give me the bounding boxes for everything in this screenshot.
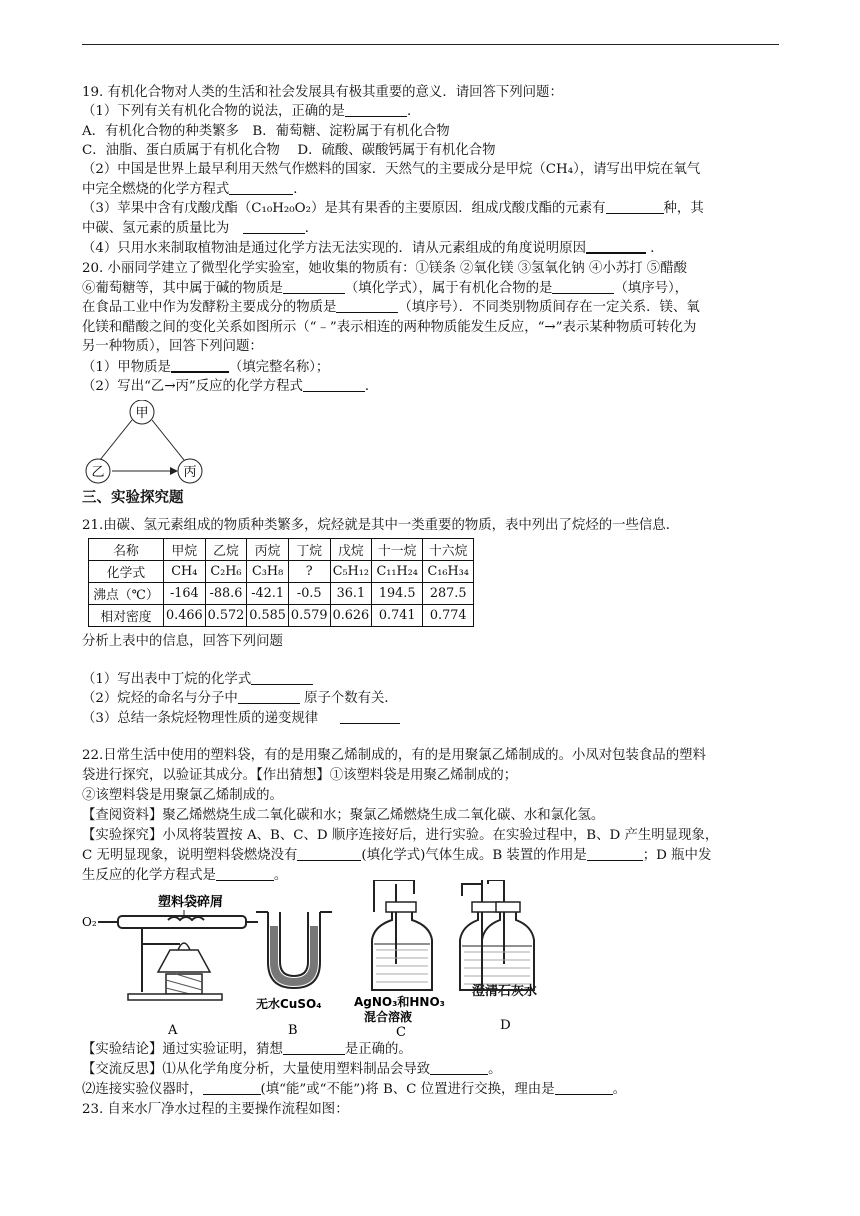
- answer-blank[interactable]: [586, 238, 646, 254]
- answer-blank[interactable]: [251, 670, 313, 685]
- q23-stem: 23. 自来水厂净水过程的主要操作流程如图：: [82, 1102, 349, 1117]
- q22-stem: 22.日常生活中使用的塑料袋，有的是用聚乙烯制成的，有的是用聚氯乙烯制成的。小凤对包装食品的塑料: [82, 748, 706, 763]
- answer-blank[interactable]: [229, 180, 293, 195]
- q20-stem: 20. 小丽同学建立了微型化学实验室，她收集的物质有：①镁条 ②氧化镁 ③氢氧化钠 ④小苏打 ⑤醋酸: [82, 261, 687, 276]
- node-bing-label: 丙: [183, 465, 197, 480]
- anhydrous-cuso4-label: 无水CuSO₄: [256, 997, 322, 1011]
- table-cell: 0.585: [247, 605, 289, 627]
- q20-line5: 另一种物质），回答下列问题：: [82, 339, 263, 354]
- table-cell: -88.6: [205, 583, 247, 605]
- limewater-label: 澄清石灰水: [472, 984, 538, 999]
- q19-sub4: （4）只用水来制取植物油是通过化学方法无法实现的．请从元素组成的角度说明原因 ．: [82, 238, 664, 258]
- mixed-solution-label: 混合溶液: [364, 1010, 413, 1024]
- table-cell: C₅H₁₂: [330, 561, 372, 583]
- q22-reflection2: ⑵连接实验仪器时， (填“能”或“不能”)将 B、C 位置进行交换，理由是 。: [82, 1082, 626, 1097]
- q19-sub3: （3）苹果中含有戊酸戊酯（C₁₀H₂₀O₂）是其有果香的主要原因．组成戊酸戊酯的元素有 种，其: [82, 201, 704, 216]
- q21-sub2: （2）烷烃的命名与分子中 原子个数有关．: [82, 691, 398, 706]
- q21-stem: 21.由碳、氢元素组成的物质种类繁多，烷烃就是其中一类重要的物质，表中列出了烷烃的一些信息．: [82, 518, 680, 533]
- apparatus-a: [82, 894, 258, 1038]
- answer-blank[interactable]: [297, 846, 361, 861]
- answer-blank[interactable]: [430, 1060, 488, 1075]
- table-cell: 36.1: [330, 583, 372, 605]
- table-cell: C₁₆H₃₄: [423, 561, 474, 583]
- q22-line4: 【查阅资料】聚乙烯燃烧生成二氧化碳和水；聚氯乙烯燃烧生成二氧化碳、水和氯化氢。: [82, 808, 605, 823]
- table-cell: C₃H₈: [247, 561, 289, 583]
- table-cell: -164: [164, 583, 206, 605]
- answer-blank[interactable]: [238, 689, 300, 704]
- header-rule: [82, 44, 779, 45]
- table-cell: 0.572: [205, 605, 247, 627]
- answer-blank[interactable]: [336, 298, 398, 313]
- q20-sub2: （2）写出“乙→丙”反应的化学方程式 ．: [82, 379, 379, 394]
- answer-blank[interactable]: [552, 279, 614, 294]
- q19-option-ab: A．有机化合物的种类繁多 B．葡萄糖、淀粉属于有机化合物: [82, 124, 450, 139]
- alcohol-lamp: [166, 974, 202, 994]
- answer-blank[interactable]: [216, 866, 274, 881]
- oxygen-label: O₂: [82, 915, 97, 929]
- q22-line3: ②该塑料袋是用聚氯乙烯制成的。: [82, 788, 283, 803]
- q20-line3: 在食品工业中作为发酵粉主要成分的物质是 （填序号）．不同类别物质间存在一定关系．镁、氧: [82, 300, 700, 315]
- table-row: [89, 605, 474, 627]
- answer-blank[interactable]: [243, 219, 305, 234]
- q22-line6: C 无明显现象，说明塑料袋燃烧没有 (填化学式)气体生成。B 装置的作用是 ；D 瓶中发: [82, 848, 712, 863]
- table-cell: 194.5: [372, 583, 423, 605]
- answer-blank[interactable]: [587, 846, 643, 861]
- table-cell: 丁烷: [288, 539, 330, 561]
- stand-base: [128, 994, 222, 1000]
- apparatus-b: [256, 912, 332, 1038]
- q20-sub1: （1）甲物质是 （填完整名称）；: [82, 357, 329, 377]
- q22-line7: 生反应的化学方程式是 。: [82, 868, 288, 883]
- reaction-triangle-diagram: [84, 400, 214, 486]
- answer-blank[interactable]: [303, 377, 365, 392]
- q19-sub1: （1）下列有关有机化合物的说法，正确的是 ．: [82, 104, 421, 119]
- answer-blank[interactable]: [171, 357, 229, 373]
- table-cell: C₂H₆: [205, 561, 247, 583]
- answer-blank[interactable]: [340, 709, 400, 724]
- table-cell: 甲烷: [164, 539, 206, 561]
- table-cell: 287.5: [423, 583, 474, 605]
- label-d: D: [500, 1018, 511, 1033]
- q21-sub1: （1）写出表中丁烷的化学式: [82, 670, 313, 689]
- row-header-cell: 化学式: [89, 561, 164, 583]
- node-jia-label: 甲: [135, 406, 149, 421]
- q22-reflection1: 【交流反思】⑴从化学角度分析，大量使用塑料制品会导致 。: [82, 1062, 502, 1077]
- label-c: C: [396, 1025, 406, 1040]
- alkane-table: [88, 538, 474, 627]
- arrow-head: [170, 467, 178, 475]
- stopper: [386, 902, 416, 912]
- q21-sub3: （3）总结一条烷烃物理性质的递变规律: [82, 709, 400, 728]
- q19-sub3-cont: 中碳、氢元素的质量比为 ．: [82, 221, 319, 236]
- row-header-cell: 名称: [89, 539, 164, 561]
- table-cell: 十六烷: [423, 539, 474, 561]
- apparatus-c: [354, 880, 445, 1040]
- table-cell: 0.579: [288, 605, 330, 627]
- answer-blank[interactable]: [283, 1040, 345, 1055]
- table-cell: CH₄: [164, 561, 206, 583]
- table-row: [89, 583, 474, 605]
- table-cell: 0.626: [330, 605, 372, 627]
- table-cell: -42.1: [247, 583, 289, 605]
- answer-blank[interactable]: [606, 199, 664, 214]
- table-cell: 乙烷: [205, 539, 247, 561]
- table-cell: ?: [288, 561, 330, 583]
- q19-sub2-cont: 中完全燃烧的化学方程式 ．: [82, 182, 307, 197]
- q22-line2: 袋进行探究，以验证其成分。【作出猜想】①该塑料袋是用聚乙烯制成的；: [82, 768, 518, 783]
- answer-blank[interactable]: [203, 1080, 261, 1095]
- agno3-hno3-label: AgNO₃和HNO₃: [354, 995, 445, 1009]
- table-row: [89, 561, 474, 583]
- label-a: A: [168, 1023, 178, 1038]
- q21-instruction: 分析上表中的信息，回答下列问题: [82, 634, 283, 649]
- label-b: B: [288, 1023, 298, 1038]
- q19-sub2: （2）中国是世界上最早利用天然气作燃料的国家．天然气的主要成分是甲烷（CH₄），请写出甲烷在氧气: [82, 162, 701, 177]
- q19-stem: 19. 有机化合物对人类的生活和社会发展具有极其重要的意义．请回答下列问题：: [82, 85, 563, 100]
- table-cell: C₁₁H₂₄: [372, 561, 423, 583]
- q20-line4: 化镁和醋酸之间的变化关系如图所示（“﹣”表示相连的两种物质能发生反应，“→”表示某种物质可转化为: [82, 320, 697, 335]
- table-row: [89, 539, 474, 561]
- answer-blank[interactable]: [283, 279, 345, 294]
- plastic-scraps-label: 塑料袋碎屑: [158, 895, 224, 910]
- table-cell: 0.741: [372, 605, 423, 627]
- link-jia-bing: [152, 420, 184, 460]
- answer-blank[interactable]: [555, 1080, 613, 1095]
- row-header-cell: 沸点（℃）: [89, 583, 164, 605]
- wash-bottle-d-body: [478, 880, 538, 992]
- q22-conclusion: 【实验结论】通过实验证明，猜想 是正确的。: [82, 1042, 412, 1057]
- table-cell: 十一烷: [372, 539, 423, 561]
- section-heading: 三、实验探究题: [82, 490, 184, 506]
- wash-bottle-c: [372, 912, 432, 990]
- q19-option-cd: C．油脂、蛋白质属于有机化合物 D．硫酸、碳酸钙属于有机化合物: [82, 143, 496, 158]
- table-cell: 0.466: [164, 605, 206, 627]
- row-header-cell: 相对密度: [89, 605, 164, 627]
- link-jia-yi: [100, 420, 132, 460]
- apparatus-figure: [80, 880, 500, 1040]
- q22-line5: 【实验探究】小凤将装置按 A、B、C、D 顺序连接好后，进行实验。在实验过程中，B、D 产生明显现象，: [82, 828, 719, 843]
- table-cell: 丙烷: [247, 539, 289, 561]
- q20-line2: ⑥葡萄糖等，其中属于碱的物质是 （填化学式），属于有机化合物的是 （填序号），: [82, 281, 689, 296]
- table-cell: 戊烷: [330, 539, 372, 561]
- table-cell: 0.774: [423, 605, 474, 627]
- alcohol-lamp-guard: [158, 950, 210, 972]
- answer-blank[interactable]: [345, 102, 407, 117]
- table-cell: -0.5: [288, 583, 330, 605]
- node-yi-label: 乙: [91, 465, 105, 480]
